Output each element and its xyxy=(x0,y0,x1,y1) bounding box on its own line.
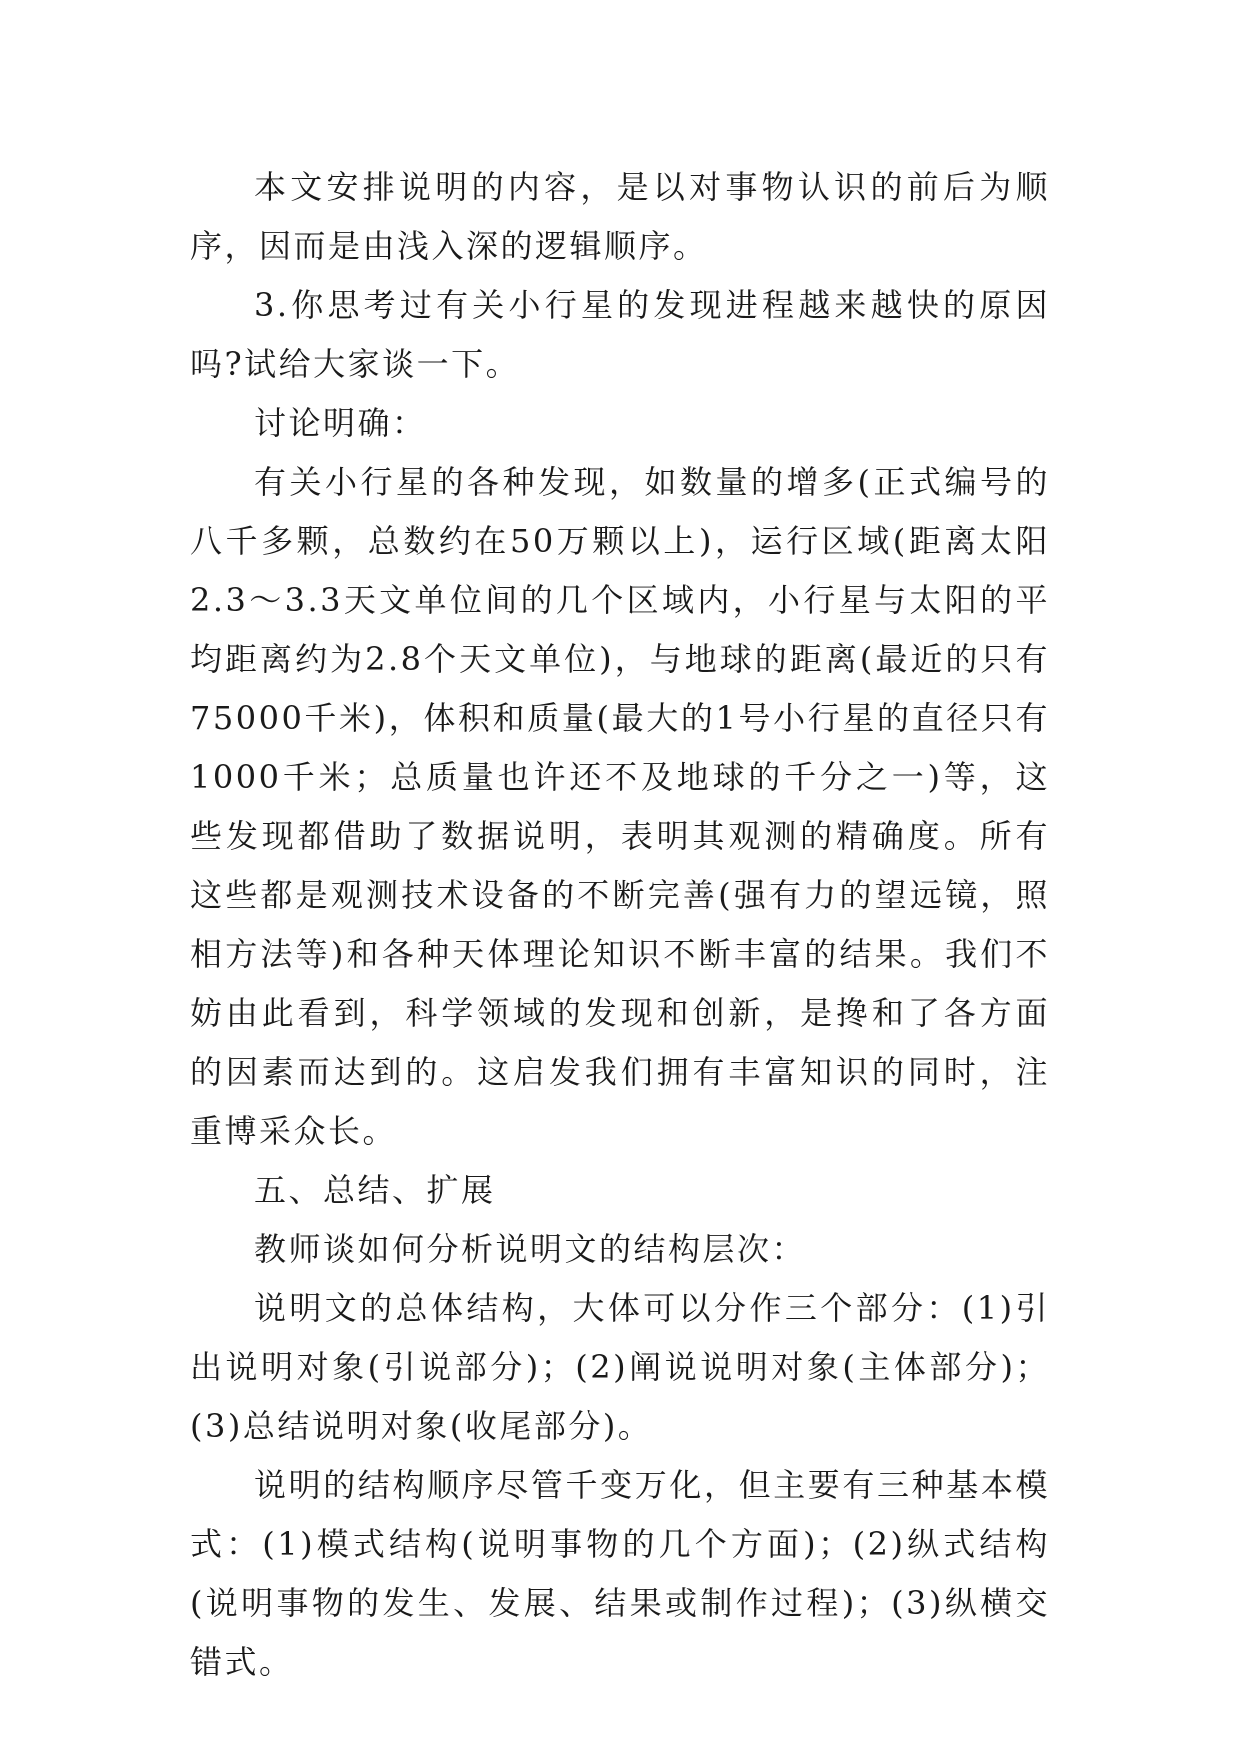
paragraph-teacher-intro: 教师谈如何分析说明文的结构层次： xyxy=(254,1230,807,1268)
paragraph-question-3: 3.你思考过有关小行星的发现进程越来越快的原因吗?试给大家谈一下。 xyxy=(190,286,1050,383)
paragraph-discussion-body: 有关小行星的各种发现，如数量的增多(正式编号的八千多颗，总数约在50万颗以上)，运行区域(距离太阳2.3～3.3天文单位间的几个区域内，小行星与太阳的平均距离约为2.8个天文单位)，与地球的距离(最近的只有75000千米)，体积和质量(最大的1号小行星的直径只有1000千米；总质量也许还不及地球的千分之一)等，这些发现都借助了数据说明，表明其观测的精确度。所有这些都是观测技术设备的不断完善(强有力的望远镜，照相方法等)和各种天体理论知识不断丰富的结果。我们不妨由此看到，科学领域的发现和创新，是搀和了各方面的因素而达到的。这启发我们拥有丰富知识的同时，注重博采众长。 xyxy=(190,463,1050,1150)
section-heading-summary: 五、总结、扩展 xyxy=(254,1171,496,1209)
paragraph-structure-patterns: 说明的结构顺序尽管千变万化，但主要有三种基本模式：(1)模式结构(说明事物的几个方面)；(2)纵式结构(说明事物的发生、发展、结果或制作过程)；(3)纵横交错式。 xyxy=(190,1466,1050,1681)
paragraph-reading-order: 本文安排说明的内容，是以对事物认识的前后为顺序，因而是由浅入深的逻辑顺序。 xyxy=(190,168,1050,265)
paragraph-overall-structure: 说明文的总体结构，大体可以分作三个部分：(1)引出说明对象(引说部分)；(2)阐说说明对象(主体部分)；(3)总结说明对象(收尾部分)。 xyxy=(190,1289,1050,1445)
document-body xyxy=(190,158,1050,1692)
paragraph-discussion-heading: 讨论明确： xyxy=(254,404,427,442)
